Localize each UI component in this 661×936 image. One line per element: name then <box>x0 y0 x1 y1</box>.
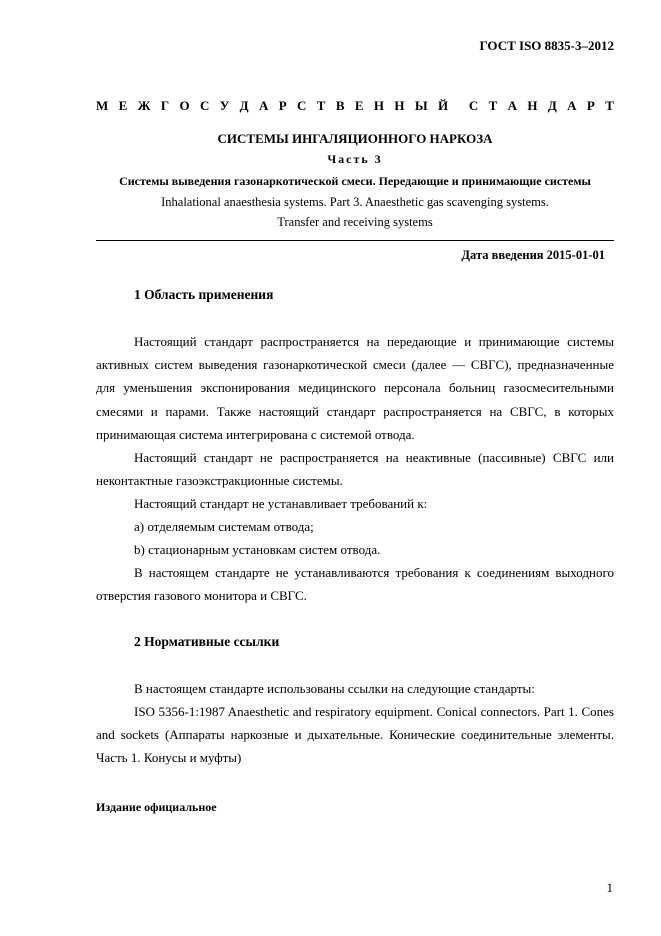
reference-iso-5356: ISO 5356-1:1987 Anaesthetic and respiratory equipment. Conical connectors. Part 1. Cones and sockets (Аппараты наркозные и дыхательные. Конические соединительные элементы. Часть 1. Конусы и муфты) <box>96 704 614 766</box>
scope-paragraph-4: В настоящем стандарте не устанавливаются требования к соединениям выходного отверстия газового монитора и СВГС. <box>96 565 614 604</box>
letter: Й <box>437 98 449 113</box>
letter: Н <box>394 98 405 113</box>
letter: У <box>219 98 230 113</box>
document-title: СИСТЕМЫ ИНГАЛЯЦИОННОГО НАРКОЗА <box>217 131 493 146</box>
scope-paragraph-3: Настоящий стандарт не устанавливает требований к: <box>134 496 428 511</box>
document-code: ГОСТ ISO 8835-3–2012 <box>479 38 614 53</box>
scope-list-item-b: b) стационарным установкам систем отвода. <box>134 542 381 557</box>
letter: В <box>335 98 345 113</box>
title-divider <box>96 240 614 241</box>
letter: Е <box>118 98 128 113</box>
letter: Д <box>547 98 557 113</box>
letter: Р <box>586 98 595 113</box>
letter: Е <box>354 98 364 113</box>
letter: Ы <box>414 98 428 113</box>
letter: А <box>507 98 517 113</box>
document-subtitle: Системы выведения газонаркотической смеси. Передающие и принимающие системы <box>119 174 591 188</box>
section-heading-scope: 1 Область применения <box>134 287 274 302</box>
standard-type-heading <box>96 98 614 114</box>
scope-paragraph-1: Настоящий стандарт распространяется на передающие и принимающие системы активных систем выведения газонаркотической смеси (далее — СВГС), предназначенные для уменьшения экспонирования медицинского персонала больниц газосмесительными смесями и парами. Также настоящий стандарт распространяется на СВГС, в которых принимающая система интегрирована с системой отвода. <box>96 334 614 442</box>
letter: Г <box>160 98 170 113</box>
letter: Р <box>278 98 287 113</box>
page-number: 1 <box>606 880 613 895</box>
letter: А <box>258 98 269 113</box>
letter: С <box>297 98 307 113</box>
letter: Н <box>373 98 385 113</box>
letter: А <box>567 98 577 113</box>
letter: Н <box>527 98 538 113</box>
document-part: Часть 3 <box>327 152 383 166</box>
letter: С <box>468 98 479 113</box>
english-title-line-2: Transfer and receiving systems <box>277 215 433 229</box>
section-heading-references: 2 Нормативные ссылки <box>134 634 280 649</box>
introduction-date: Дата введения 2015-01-01 <box>461 248 605 262</box>
scope-list-item-a: а) отделяемым системам отвода; <box>134 519 314 534</box>
letter: М <box>96 98 109 113</box>
letter: Т <box>488 98 498 113</box>
scope-paragraph-2: Настоящий стандарт не распространяется на неактивные (пассивные) СВГС или неконтактные газоэкстракционные системы. <box>96 450 614 489</box>
english-title-line-1: Inhalational anaesthesia systems. Part 3. Anaesthetic gas scavenging systems. <box>161 195 549 209</box>
letter: Т <box>605 98 614 113</box>
references-intro: В настоящем стандарте использованы ссылки на следующие стандарты: <box>134 681 535 696</box>
letter: О <box>179 98 190 113</box>
letter: Д <box>239 98 249 113</box>
letter: С <box>200 98 210 113</box>
edition-note: Издание официальное <box>96 800 217 814</box>
letter: Ж <box>137 98 151 113</box>
letter: Т <box>316 98 326 113</box>
